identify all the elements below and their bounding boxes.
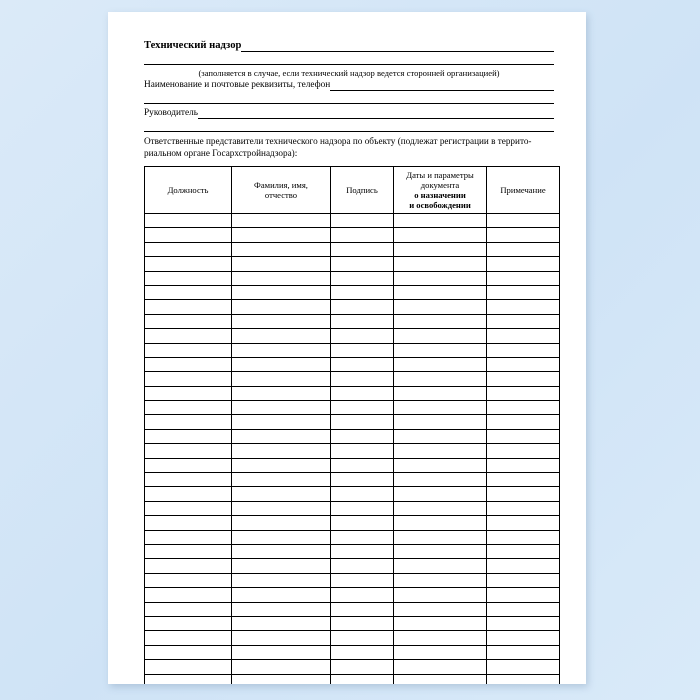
table-cell[interactable] (145, 487, 232, 501)
parenthetical-note: (заполняется в случае, если технический надзор ведется сторонней организацией) (198, 68, 500, 78)
table-row[interactable] (145, 487, 560, 501)
table-cell[interactable] (394, 415, 487, 429)
table-row[interactable] (145, 660, 560, 674)
table-cell[interactable] (487, 487, 560, 501)
table-cell[interactable] (145, 228, 232, 242)
table-cell[interactable] (487, 660, 560, 674)
table-row[interactable] (145, 214, 560, 228)
table-cell[interactable] (232, 674, 331, 684)
table-cell[interactable] (394, 386, 487, 400)
table-cell[interactable] (145, 242, 232, 256)
table-cell[interactable] (331, 588, 394, 602)
table-cell[interactable] (331, 559, 394, 573)
table-cell[interactable] (331, 271, 394, 285)
table-cell[interactable] (487, 300, 560, 314)
table-cell[interactable] (394, 271, 487, 285)
table-cell[interactable] (232, 473, 331, 487)
table-cell[interactable] (487, 214, 560, 228)
table-cell[interactable] (331, 415, 394, 429)
table-row[interactable] (145, 257, 560, 271)
blank-rule-row-3 (144, 122, 554, 132)
table-cell[interactable] (145, 674, 232, 684)
table-cell[interactable] (232, 559, 331, 573)
table-cell[interactable] (331, 674, 394, 684)
table-row[interactable] (145, 602, 560, 616)
table-cell[interactable] (145, 415, 232, 429)
table-cell[interactable] (331, 444, 394, 458)
table-row[interactable] (145, 386, 560, 400)
table-cell[interactable] (145, 602, 232, 616)
table-cell[interactable] (394, 401, 487, 415)
table-cell[interactable] (394, 300, 487, 314)
table-cell[interactable] (331, 329, 394, 343)
table-cell[interactable] (331, 242, 394, 256)
table-row[interactable] (145, 588, 560, 602)
table-cell[interactable] (487, 674, 560, 684)
table-row[interactable] (145, 329, 560, 343)
table-cell[interactable] (394, 329, 487, 343)
table-row[interactable] (145, 516, 560, 530)
table-cell[interactable] (394, 372, 487, 386)
page-title: Технический надзор (144, 40, 242, 51)
table-cell[interactable] (394, 473, 487, 487)
table-cell[interactable] (145, 616, 232, 630)
table-cell[interactable] (394, 343, 487, 357)
table-cell[interactable] (394, 357, 487, 371)
table-cell[interactable] (487, 228, 560, 242)
table-row[interactable] (145, 357, 560, 371)
table-cell[interactable] (232, 602, 331, 616)
table-cell[interactable] (487, 401, 560, 415)
manager-fill-rule (198, 109, 554, 119)
table-cell[interactable] (331, 645, 394, 659)
table-cell[interactable] (487, 257, 560, 271)
table-cell[interactable] (487, 544, 560, 558)
table-cell[interactable] (145, 314, 232, 328)
table-cell[interactable] (145, 516, 232, 530)
table-cell[interactable] (145, 372, 232, 386)
table-cell[interactable] (232, 645, 331, 659)
table-cell[interactable] (232, 458, 331, 472)
table-cell[interactable] (232, 329, 331, 343)
table-cell[interactable] (145, 588, 232, 602)
table-cell[interactable] (331, 343, 394, 357)
table-cell[interactable] (394, 257, 487, 271)
blank-rule-row (144, 55, 554, 65)
table-cell[interactable] (232, 300, 331, 314)
table-cell[interactable] (232, 588, 331, 602)
column-header-document-dates-line1: Даты и параметры (406, 170, 474, 180)
table-cell[interactable] (331, 602, 394, 616)
table-cell[interactable] (487, 357, 560, 371)
table-row[interactable] (145, 616, 560, 630)
table-cell[interactable] (145, 214, 232, 228)
requisites-fill-rule (330, 81, 554, 91)
table-cell[interactable] (487, 573, 560, 587)
requisites-label: Наименование и почтовые реквизиты, телефон (144, 80, 331, 90)
table-cell[interactable] (232, 257, 331, 271)
table-cell[interactable] (145, 645, 232, 659)
blank-rule-2 (144, 94, 554, 104)
table-cell[interactable] (487, 631, 560, 645)
table-row[interactable] (145, 429, 560, 443)
table-cell[interactable] (331, 285, 394, 299)
table-cell[interactable] (487, 314, 560, 328)
table-body (145, 214, 560, 685)
table-cell[interactable] (232, 285, 331, 299)
table-cell[interactable] (145, 631, 232, 645)
table-cell[interactable] (394, 573, 487, 587)
table-head (145, 167, 560, 214)
table-cell[interactable] (394, 660, 487, 674)
table-cell[interactable] (145, 530, 232, 544)
table-cell[interactable] (394, 228, 487, 242)
column-header-fullname (232, 167, 331, 214)
table-cell[interactable] (232, 401, 331, 415)
table-cell[interactable] (145, 458, 232, 472)
table-cell[interactable] (331, 573, 394, 587)
table-cell[interactable] (331, 214, 394, 228)
table-cell[interactable] (232, 631, 331, 645)
table-cell[interactable] (232, 343, 331, 357)
table-cell[interactable] (331, 660, 394, 674)
table-cell[interactable] (331, 501, 394, 515)
table-row[interactable] (145, 372, 560, 386)
column-header-remark: Примечание (487, 167, 560, 214)
table-row[interactable] (145, 228, 560, 242)
table-cell[interactable] (232, 516, 331, 530)
column-header-document-dates-line2: документа (420, 180, 460, 190)
table-row[interactable] (145, 473, 560, 487)
table-cell[interactable] (232, 242, 331, 256)
table-cell[interactable] (232, 372, 331, 386)
table-cell[interactable] (394, 314, 487, 328)
table-cell[interactable] (394, 544, 487, 558)
table-row[interactable] (145, 343, 560, 357)
table-cell[interactable] (487, 415, 560, 429)
table-cell[interactable] (145, 343, 232, 357)
table-cell[interactable] (394, 458, 487, 472)
table-row[interactable] (145, 401, 560, 415)
table-cell[interactable] (331, 429, 394, 443)
table-row[interactable] (145, 458, 560, 472)
table-cell[interactable] (145, 285, 232, 299)
table-cell[interactable] (145, 573, 232, 587)
table-cell[interactable] (145, 257, 232, 271)
column-header-position: Должность (145, 167, 232, 214)
table-row[interactable] (145, 559, 560, 573)
table-cell[interactable] (145, 660, 232, 674)
table-cell[interactable] (487, 501, 560, 515)
table-cell[interactable] (394, 674, 487, 684)
table-cell[interactable] (145, 501, 232, 515)
table-cell[interactable] (232, 228, 331, 242)
table-row[interactable] (145, 285, 560, 299)
table-cell[interactable] (331, 386, 394, 400)
blank-rule-3 (144, 122, 554, 132)
manager-label: Руководитель (144, 108, 198, 118)
table-cell[interactable] (331, 300, 394, 314)
table-row[interactable] (145, 573, 560, 587)
table-cell[interactable] (331, 616, 394, 630)
table-row[interactable] (145, 631, 560, 645)
table-row[interactable] (145, 242, 560, 256)
document-body (144, 40, 554, 684)
table-cell[interactable] (232, 573, 331, 587)
table-cell[interactable] (394, 501, 487, 515)
table-cell[interactable] (331, 487, 394, 501)
table-cell[interactable] (487, 645, 560, 659)
table-cell[interactable] (487, 473, 560, 487)
table-cell[interactable] (145, 386, 232, 400)
table-cell[interactable] (232, 544, 331, 558)
table-cell[interactable] (331, 473, 394, 487)
table-cell[interactable] (394, 214, 487, 228)
document-page (108, 12, 586, 684)
table-cell[interactable] (394, 444, 487, 458)
blank-rule (144, 55, 554, 65)
table-cell[interactable] (232, 530, 331, 544)
table-cell[interactable] (232, 314, 331, 328)
table-cell[interactable] (331, 458, 394, 472)
table-cell[interactable] (331, 401, 394, 415)
table-cell[interactable] (394, 588, 487, 602)
column-header-document-dates-line3: о назначении (414, 190, 466, 200)
table-cell[interactable] (487, 602, 560, 616)
table-cell[interactable] (232, 487, 331, 501)
table-row[interactable] (145, 530, 560, 544)
table-header-row (145, 167, 560, 214)
table-cell[interactable] (232, 660, 331, 674)
table-cell[interactable] (145, 444, 232, 458)
column-header-document-dates (394, 167, 487, 214)
table-cell[interactable] (394, 429, 487, 443)
table-cell[interactable] (232, 415, 331, 429)
table-cell[interactable] (331, 516, 394, 530)
column-header-fullname-line2: отчество (264, 190, 298, 200)
table-cell[interactable] (232, 386, 331, 400)
table-cell[interactable] (487, 429, 560, 443)
table-cell[interactable] (145, 300, 232, 314)
table-cell[interactable] (487, 458, 560, 472)
table-cell[interactable] (232, 271, 331, 285)
table-cell[interactable] (487, 242, 560, 256)
table-row[interactable] (145, 415, 560, 429)
table-cell[interactable] (394, 631, 487, 645)
table-cell[interactable] (487, 444, 560, 458)
table-cell[interactable] (145, 271, 232, 285)
table-cell[interactable] (487, 329, 560, 343)
table-cell[interactable] (394, 645, 487, 659)
table-cell[interactable] (487, 530, 560, 544)
table-cell[interactable] (331, 631, 394, 645)
table-cell[interactable] (487, 616, 560, 630)
table-cell[interactable] (394, 516, 487, 530)
responsible-representatives-paragraph: Ответственные представители технического надзора по объекту (подлежат регистрации в террито-риальном органе Госархстройнадзора): (144, 136, 532, 158)
table-cell[interactable] (145, 559, 232, 573)
manager-row (144, 107, 554, 119)
table-cell[interactable] (331, 372, 394, 386)
table-cell[interactable] (232, 357, 331, 371)
table-cell[interactable] (145, 401, 232, 415)
table-cell[interactable] (487, 285, 560, 299)
table-row[interactable] (145, 271, 560, 285)
table-cell[interactable] (487, 588, 560, 602)
table-cell[interactable] (394, 487, 487, 501)
table-cell[interactable] (394, 242, 487, 256)
table-cell[interactable] (331, 357, 394, 371)
table-cell[interactable] (394, 530, 487, 544)
table-cell[interactable] (145, 329, 232, 343)
table-cell[interactable] (487, 386, 560, 400)
table-cell[interactable] (145, 357, 232, 371)
table-cell[interactable] (394, 559, 487, 573)
table-cell[interactable] (487, 516, 560, 530)
table-row[interactable] (145, 314, 560, 328)
registration-table (144, 166, 560, 684)
table-row[interactable] (145, 544, 560, 558)
table-cell[interactable] (331, 257, 394, 271)
table-cell[interactable] (394, 285, 487, 299)
table-cell[interactable] (394, 602, 487, 616)
table-cell[interactable] (145, 544, 232, 558)
table-cell[interactable] (232, 444, 331, 458)
table-row[interactable] (145, 444, 560, 458)
table-row[interactable] (145, 645, 560, 659)
table-cell[interactable] (232, 501, 331, 515)
table-cell[interactable] (331, 314, 394, 328)
title-fill-rule (241, 42, 554, 52)
requisites-row (144, 79, 554, 91)
column-header-document-dates-line4: и освобождении (409, 200, 471, 210)
table-cell[interactable] (145, 429, 232, 443)
table-cell[interactable] (487, 271, 560, 285)
table-cell[interactable] (145, 473, 232, 487)
table-cell[interactable] (331, 544, 394, 558)
table-row[interactable] (145, 674, 560, 684)
table-cell[interactable] (232, 616, 331, 630)
table-cell[interactable] (331, 228, 394, 242)
table-cell[interactable] (487, 343, 560, 357)
table-cell[interactable] (394, 616, 487, 630)
column-header-fullname-line1: Фамилия, имя, (254, 180, 308, 190)
table-cell[interactable] (487, 372, 560, 386)
table-row[interactable] (145, 300, 560, 314)
blank-rule-row-2 (144, 94, 554, 104)
table-cell[interactable] (487, 559, 560, 573)
table-cell[interactable] (331, 530, 394, 544)
table-cell[interactable] (232, 214, 331, 228)
table-row[interactable] (145, 501, 560, 515)
table-cell[interactable] (232, 429, 331, 443)
column-header-signature: Подпись (331, 167, 394, 214)
title-row (144, 40, 554, 52)
